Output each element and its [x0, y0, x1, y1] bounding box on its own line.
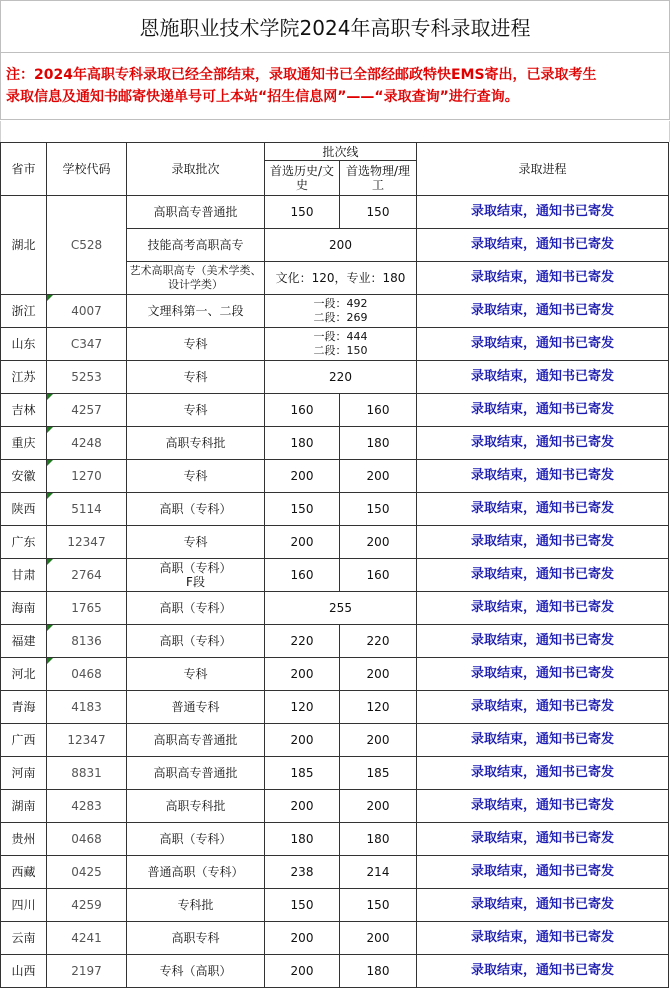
- physics-score-cell: 220: [340, 625, 417, 658]
- physics-score-cell: 200: [340, 790, 417, 823]
- progress-status: 录取结束，通知书已寄发: [417, 361, 669, 394]
- school-code-cell: C528: [47, 196, 127, 295]
- province-cell: 青海: [1, 691, 47, 724]
- table-row: [1, 559, 669, 592]
- physics-score-cell: 200: [340, 460, 417, 493]
- physics-score-cell: 180: [340, 427, 417, 460]
- progress-status: 录取结束，通知书已寄发: [417, 559, 669, 592]
- progress-status: 录取结束，通知书已寄发: [417, 790, 669, 823]
- school-code-cell: 5114: [47, 493, 127, 526]
- combined-score-cell: 255: [265, 592, 417, 625]
- province-cell: 河南: [1, 757, 47, 790]
- header-physics-first: 首选物理/理工: [340, 161, 417, 196]
- province-cell: 海南: [1, 592, 47, 625]
- province-cell: 西藏: [1, 856, 47, 889]
- school-code-cell: 5253: [47, 361, 127, 394]
- table-row: [1, 955, 669, 988]
- progress-status: 录取结束，通知书已寄发: [417, 856, 669, 889]
- school-code-cell: 4259: [47, 889, 127, 922]
- physics-score-cell: 150: [340, 493, 417, 526]
- progress-status: 录取结束，通知书已寄发: [417, 394, 669, 427]
- physics-score-cell: 150: [340, 889, 417, 922]
- province-cell: 贵州: [1, 823, 47, 856]
- batch-cell: 高职（专科）: [127, 625, 265, 658]
- progress-status: 录取结束，通知书已寄发: [417, 823, 669, 856]
- score-segment-2: 二段：150: [313, 344, 368, 357]
- province-cell: 重庆: [1, 427, 47, 460]
- notice-line-1: 注：2024年高职专科录取已经全部结束，录取通知书已全部经邮政特快EMS寄出，已录取考生: [6, 67, 597, 83]
- table-header-row-1: [1, 143, 669, 161]
- batch-cell: [127, 559, 265, 592]
- batch-cell: 技能高考高职高专: [127, 229, 265, 262]
- school-code-cell: 0425: [47, 856, 127, 889]
- school-code-cell: 4248: [47, 427, 127, 460]
- table-row: [1, 823, 669, 856]
- progress-status: 录取结束，通知书已寄发: [417, 922, 669, 955]
- progress-status: 录取结束，通知书已寄发: [417, 295, 669, 328]
- physics-score-cell: 120: [340, 691, 417, 724]
- table-row: [1, 361, 669, 394]
- province-cell: 安徽: [1, 460, 47, 493]
- table-row: [1, 493, 669, 526]
- history-score-cell: 200: [265, 724, 340, 757]
- physics-score-cell: 150: [340, 196, 417, 229]
- province-cell: 江苏: [1, 361, 47, 394]
- history-score-cell: 180: [265, 427, 340, 460]
- combined-score-cell: [265, 328, 417, 361]
- batch-cell: 高职专科批: [127, 427, 265, 460]
- province-cell: 广东: [1, 526, 47, 559]
- history-score-cell: 200: [265, 658, 340, 691]
- table-row: [1, 790, 669, 823]
- school-code-cell: 4183: [47, 691, 127, 724]
- progress-status: 录取结束，通知书已寄发: [417, 526, 669, 559]
- physics-score-cell: 180: [340, 823, 417, 856]
- province-cell: 山东: [1, 328, 47, 361]
- batch-cell: 专科: [127, 361, 265, 394]
- batch-cell: 专科: [127, 658, 265, 691]
- history-score-cell: 200: [265, 790, 340, 823]
- batch-cell: 高职（专科）: [127, 493, 265, 526]
- progress-status: 录取结束，通知书已寄发: [417, 658, 669, 691]
- progress-status: 录取结束，通知书已寄发: [417, 592, 669, 625]
- province-cell: 湖北: [1, 196, 47, 295]
- table-row: [1, 460, 669, 493]
- header-school-code: 学校代码: [47, 143, 127, 196]
- province-cell: 四川: [1, 889, 47, 922]
- history-score-cell: 220: [265, 625, 340, 658]
- batch-line-2: F段: [186, 575, 205, 589]
- batch-cell: 高职高专普通批: [127, 196, 265, 229]
- progress-status: 录取结束，通知书已寄发: [417, 262, 669, 295]
- progress-status: 录取结束，通知书已寄发: [417, 460, 669, 493]
- province-cell: 广西: [1, 724, 47, 757]
- history-score-cell: 238: [265, 856, 340, 889]
- page-title: 恩施职业技术学院2024年高职专科录取进程: [0, 0, 670, 52]
- score-segment-1: 一段：444: [313, 330, 368, 343]
- physics-score-cell: 200: [340, 526, 417, 559]
- table-row: [1, 526, 669, 559]
- combined-score-cell: [265, 295, 417, 328]
- school-code-cell: 2197: [47, 955, 127, 988]
- school-code-cell: 12347: [47, 724, 127, 757]
- header-progress: 录取进程: [417, 143, 669, 196]
- batch-cell: 专科（高职）: [127, 955, 265, 988]
- physics-score-cell: 200: [340, 724, 417, 757]
- admission-notice: [0, 52, 670, 120]
- progress-status: 录取结束，通知书已寄发: [417, 196, 669, 229]
- history-score-cell: 150: [265, 196, 340, 229]
- batch-cell: 高职高专普通批: [127, 724, 265, 757]
- history-score-cell: 200: [265, 922, 340, 955]
- school-code-cell: 0468: [47, 823, 127, 856]
- batch-cell: 普通专科: [127, 691, 265, 724]
- school-code-cell: 4241: [47, 922, 127, 955]
- table-row: [1, 856, 669, 889]
- progress-status: 录取结束，通知书已寄发: [417, 625, 669, 658]
- table-row: [1, 328, 669, 361]
- header-province: 省市: [1, 143, 47, 196]
- progress-status: 录取结束，通知书已寄发: [417, 493, 669, 526]
- batch-cell: 专科: [127, 460, 265, 493]
- notice-line-2: 录取信息及通知书邮寄快递单号可上本站“招生信息网”——“录取查询”进行查询。: [6, 89, 519, 105]
- batch-cell: 普通高职（专科）: [127, 856, 265, 889]
- table-row: [1, 427, 669, 460]
- province-cell: 云南: [1, 922, 47, 955]
- physics-score-cell: 185: [340, 757, 417, 790]
- batch-cell: 高职（专科）: [127, 823, 265, 856]
- combined-score-cell: 200: [265, 229, 417, 262]
- table-row: [1, 724, 669, 757]
- table-row: [1, 691, 669, 724]
- school-code-cell: 4283: [47, 790, 127, 823]
- physics-score-cell: 180: [340, 955, 417, 988]
- province-cell: 浙江: [1, 295, 47, 328]
- batch-cell: 高职专科: [127, 922, 265, 955]
- province-cell: 甘肃: [1, 559, 47, 592]
- physics-score-cell: 160: [340, 559, 417, 592]
- physics-score-cell: 214: [340, 856, 417, 889]
- header-history-first: 首选历史/文史: [265, 161, 340, 196]
- history-score-cell: 160: [265, 394, 340, 427]
- province-cell: 湖南: [1, 790, 47, 823]
- table-row: [1, 295, 669, 328]
- progress-status: 录取结束，通知书已寄发: [417, 328, 669, 361]
- header-score-line: 批次线: [265, 143, 417, 161]
- school-code-cell: 8831: [47, 757, 127, 790]
- table-row: [1, 592, 669, 625]
- history-score-cell: 120: [265, 691, 340, 724]
- progress-status: 录取结束，通知书已寄发: [417, 229, 669, 262]
- province-cell: 吉林: [1, 394, 47, 427]
- progress-status: 录取结束，通知书已寄发: [417, 427, 669, 460]
- province-cell: 河北: [1, 658, 47, 691]
- physics-score-cell: 200: [340, 922, 417, 955]
- combined-score-cell: 文化：120，专业：180: [265, 262, 417, 295]
- blank-spacer-row: [0, 121, 670, 142]
- province-cell: 山西: [1, 955, 47, 988]
- history-score-cell: 160: [265, 559, 340, 592]
- batch-cell: 文理科第一、二段: [127, 295, 265, 328]
- batch-cell: 专科批: [127, 889, 265, 922]
- history-score-cell: 150: [265, 889, 340, 922]
- table-row: [1, 625, 669, 658]
- progress-status: 录取结束，通知书已寄发: [417, 955, 669, 988]
- progress-status: 录取结束，通知书已寄发: [417, 724, 669, 757]
- batch-cell: 高职高专普通批: [127, 757, 265, 790]
- table-row: [1, 757, 669, 790]
- admission-table: [0, 142, 669, 988]
- history-score-cell: 180: [265, 823, 340, 856]
- school-code-cell: 1765: [47, 592, 127, 625]
- physics-score-cell: 160: [340, 394, 417, 427]
- history-score-cell: 150: [265, 493, 340, 526]
- progress-status: 录取结束，通知书已寄发: [417, 757, 669, 790]
- school-code-cell: 1270: [47, 460, 127, 493]
- table-row: [1, 196, 669, 229]
- batch-cell: 专科: [127, 394, 265, 427]
- history-score-cell: 200: [265, 955, 340, 988]
- batch-cell: 专科: [127, 328, 265, 361]
- province-cell: 福建: [1, 625, 47, 658]
- progress-status: 录取结束，通知书已寄发: [417, 691, 669, 724]
- combined-score-cell: 220: [265, 361, 417, 394]
- school-code-cell: 4257: [47, 394, 127, 427]
- school-code-cell: 4007: [47, 295, 127, 328]
- batch-cell: 艺术高职高专（美术学类、设计学类）: [127, 262, 265, 295]
- history-score-cell: 200: [265, 460, 340, 493]
- school-code-cell: 12347: [47, 526, 127, 559]
- score-segment-2: 二段：269: [313, 311, 368, 324]
- school-code-cell: 2764: [47, 559, 127, 592]
- table-row: [1, 658, 669, 691]
- school-code-cell: C347: [47, 328, 127, 361]
- batch-line-1: 高职（专科）: [159, 561, 232, 575]
- history-score-cell: 185: [265, 757, 340, 790]
- progress-status: 录取结束，通知书已寄发: [417, 889, 669, 922]
- batch-cell: 高职（专科）: [127, 592, 265, 625]
- physics-score-cell: 200: [340, 658, 417, 691]
- school-code-cell: 0468: [47, 658, 127, 691]
- history-score-cell: 200: [265, 526, 340, 559]
- batch-cell: 专科: [127, 526, 265, 559]
- table-row: [1, 889, 669, 922]
- province-cell: 陕西: [1, 493, 47, 526]
- score-segment-1: 一段：492: [313, 297, 368, 310]
- table-row: [1, 922, 669, 955]
- header-batch: 录取批次: [127, 143, 265, 196]
- batch-cell: 高职专科批: [127, 790, 265, 823]
- table-row: [1, 394, 669, 427]
- school-code-cell: 8136: [47, 625, 127, 658]
